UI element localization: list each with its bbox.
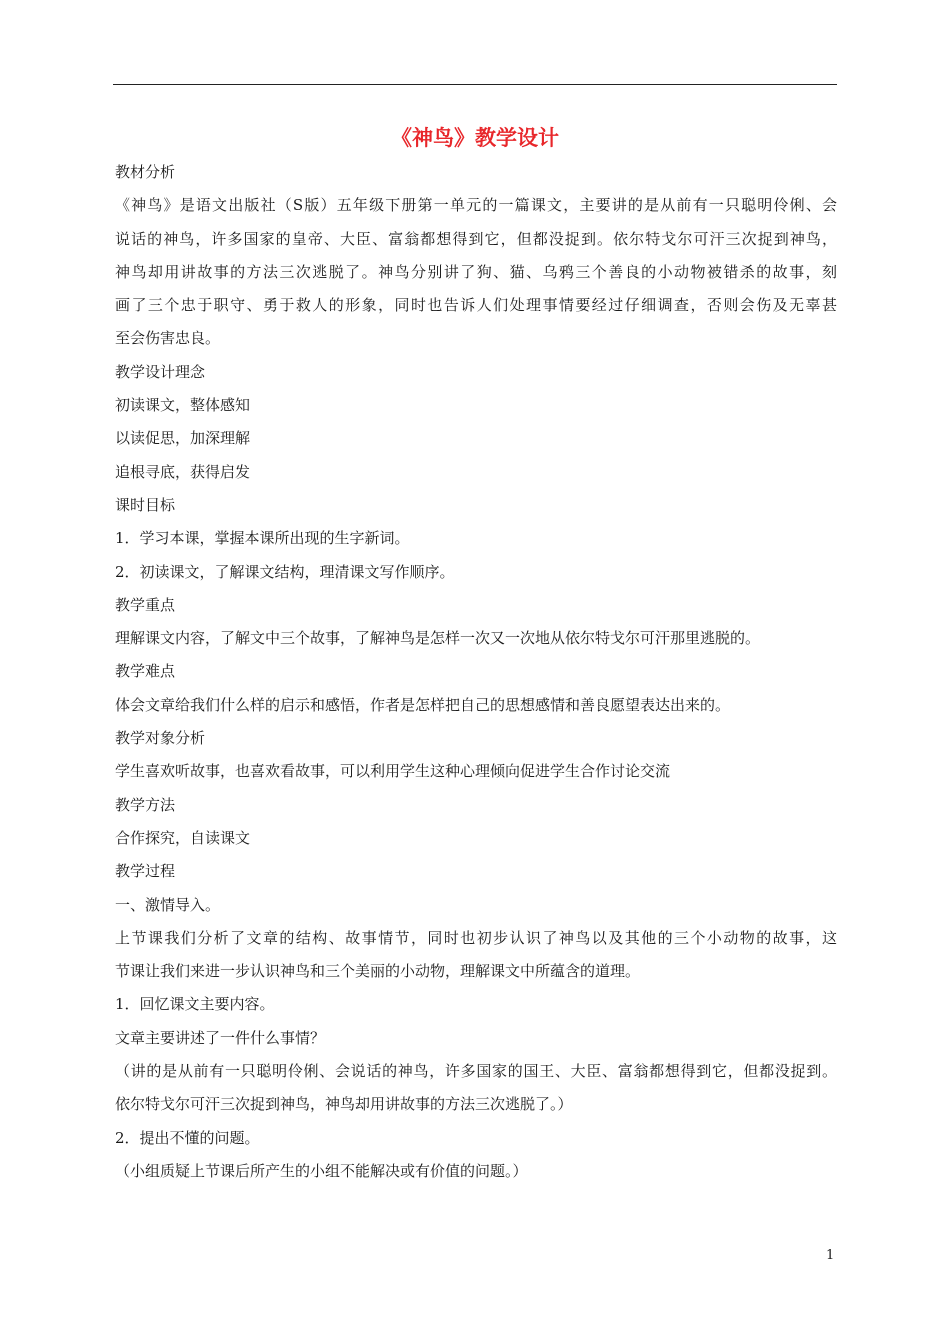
header-rule bbox=[113, 84, 837, 85]
heading-audience-analysis: 教学对象分析 bbox=[115, 729, 206, 748]
paragraph-line: 上节课我们分析了文章的结构、故事情节，同时也初步认识了神鸟以及其他的三个小动物的故事，这 bbox=[115, 928, 837, 947]
paragraph-line: 画了三个忠于职守、勇于救人的形象，同时也告诉人们处理事情要经过仔细调查，否则会伤及无辜甚 bbox=[115, 296, 837, 315]
heading-textbook-analysis: 教材分析 bbox=[115, 163, 176, 181]
paragraph-line: 文章主要讲述了一件什么事情？ bbox=[115, 1028, 326, 1047]
paragraph-line: 体会文章给我们什么样的启示和感悟，作者是怎样把自己的思想感情和善良愿望表达出来的。 bbox=[115, 695, 731, 714]
heading-key-points: 教学重点 bbox=[115, 595, 176, 614]
document-title: 《神鸟》教学设计 bbox=[391, 125, 559, 150]
list-item: 1．学习本课，掌握本课所出现的生字新词。 bbox=[115, 529, 410, 548]
paragraph-line: 节课让我们来进一步认识神鸟和三个美丽的小动物，理解课文中所蕴含的道理。 bbox=[115, 962, 641, 981]
paragraph-line: 学生喜欢听故事，也喜欢看故事，可以利用学生这种心理倾向促进学生合作讨论交流 bbox=[115, 762, 671, 781]
paragraph-line: （讲的是从前有一只聪明伶俐、会说话的神鸟，许多国家的国王、大臣、富翁都想得到它，但都没捉到。 bbox=[115, 1062, 837, 1081]
list-item: 初读课文，整体感知 bbox=[115, 396, 251, 415]
heading-teaching-method: 教学方法 bbox=[115, 795, 176, 814]
paragraph-line: 说话的神鸟，许多国家的皇帝、大臣、富翁都想得到它，但都没捉到。依尔特戈尔可汗三次捉到神鸟， bbox=[115, 229, 837, 248]
heading-lesson-goals: 课时目标 bbox=[115, 495, 176, 514]
page-number: 1 bbox=[826, 1248, 835, 1263]
heading-design-concept: 教学设计理念 bbox=[115, 362, 206, 381]
list-item: 1．回忆课文主要内容。 bbox=[115, 995, 275, 1014]
paragraph-line: 至会伤害忠良。 bbox=[115, 329, 221, 348]
list-item: 2．初读课文，了解课文结构，理清课文写作顺序。 bbox=[115, 562, 455, 581]
paragraph-line: 合作探究，自读课文 bbox=[115, 828, 251, 847]
paragraph-line: 神鸟却用讲故事的方法三次逃脱了。神鸟分别讲了狗、猫、乌鸦三个善良的小动物被错杀的故事，刻 bbox=[115, 262, 837, 281]
paragraph-line: （小组质疑上节课后所产生的小组不能解决或有价值的问题。） bbox=[115, 1161, 528, 1180]
section-heading: 一、激情导入。 bbox=[115, 895, 221, 914]
list-item: 2．提出不懂的问题。 bbox=[115, 1128, 260, 1147]
list-item: 以读促思，加深理解 bbox=[115, 429, 251, 448]
heading-teaching-process: 教学过程 bbox=[115, 862, 176, 881]
paragraph-line: 理解课文内容，了解文中三个故事，了解神鸟是怎样一次又一次地从依尔特戈尔可汗那里逃脱的。 bbox=[115, 629, 761, 648]
heading-difficulties: 教学难点 bbox=[115, 662, 176, 681]
list-item: 追根寻底，获得启发 bbox=[115, 462, 251, 481]
paragraph-line: 依尔特戈尔可汗三次捉到神鸟，神鸟却用讲故事的方法三次逃脱了。） bbox=[115, 1095, 573, 1114]
paragraph-line: 《神鸟》是语文出版社（S版）五年级下册第一单元的一篇课文，主要讲的是从前有一只聪明伶俐、会 bbox=[115, 196, 837, 215]
document-body bbox=[115, 156, 837, 1188]
